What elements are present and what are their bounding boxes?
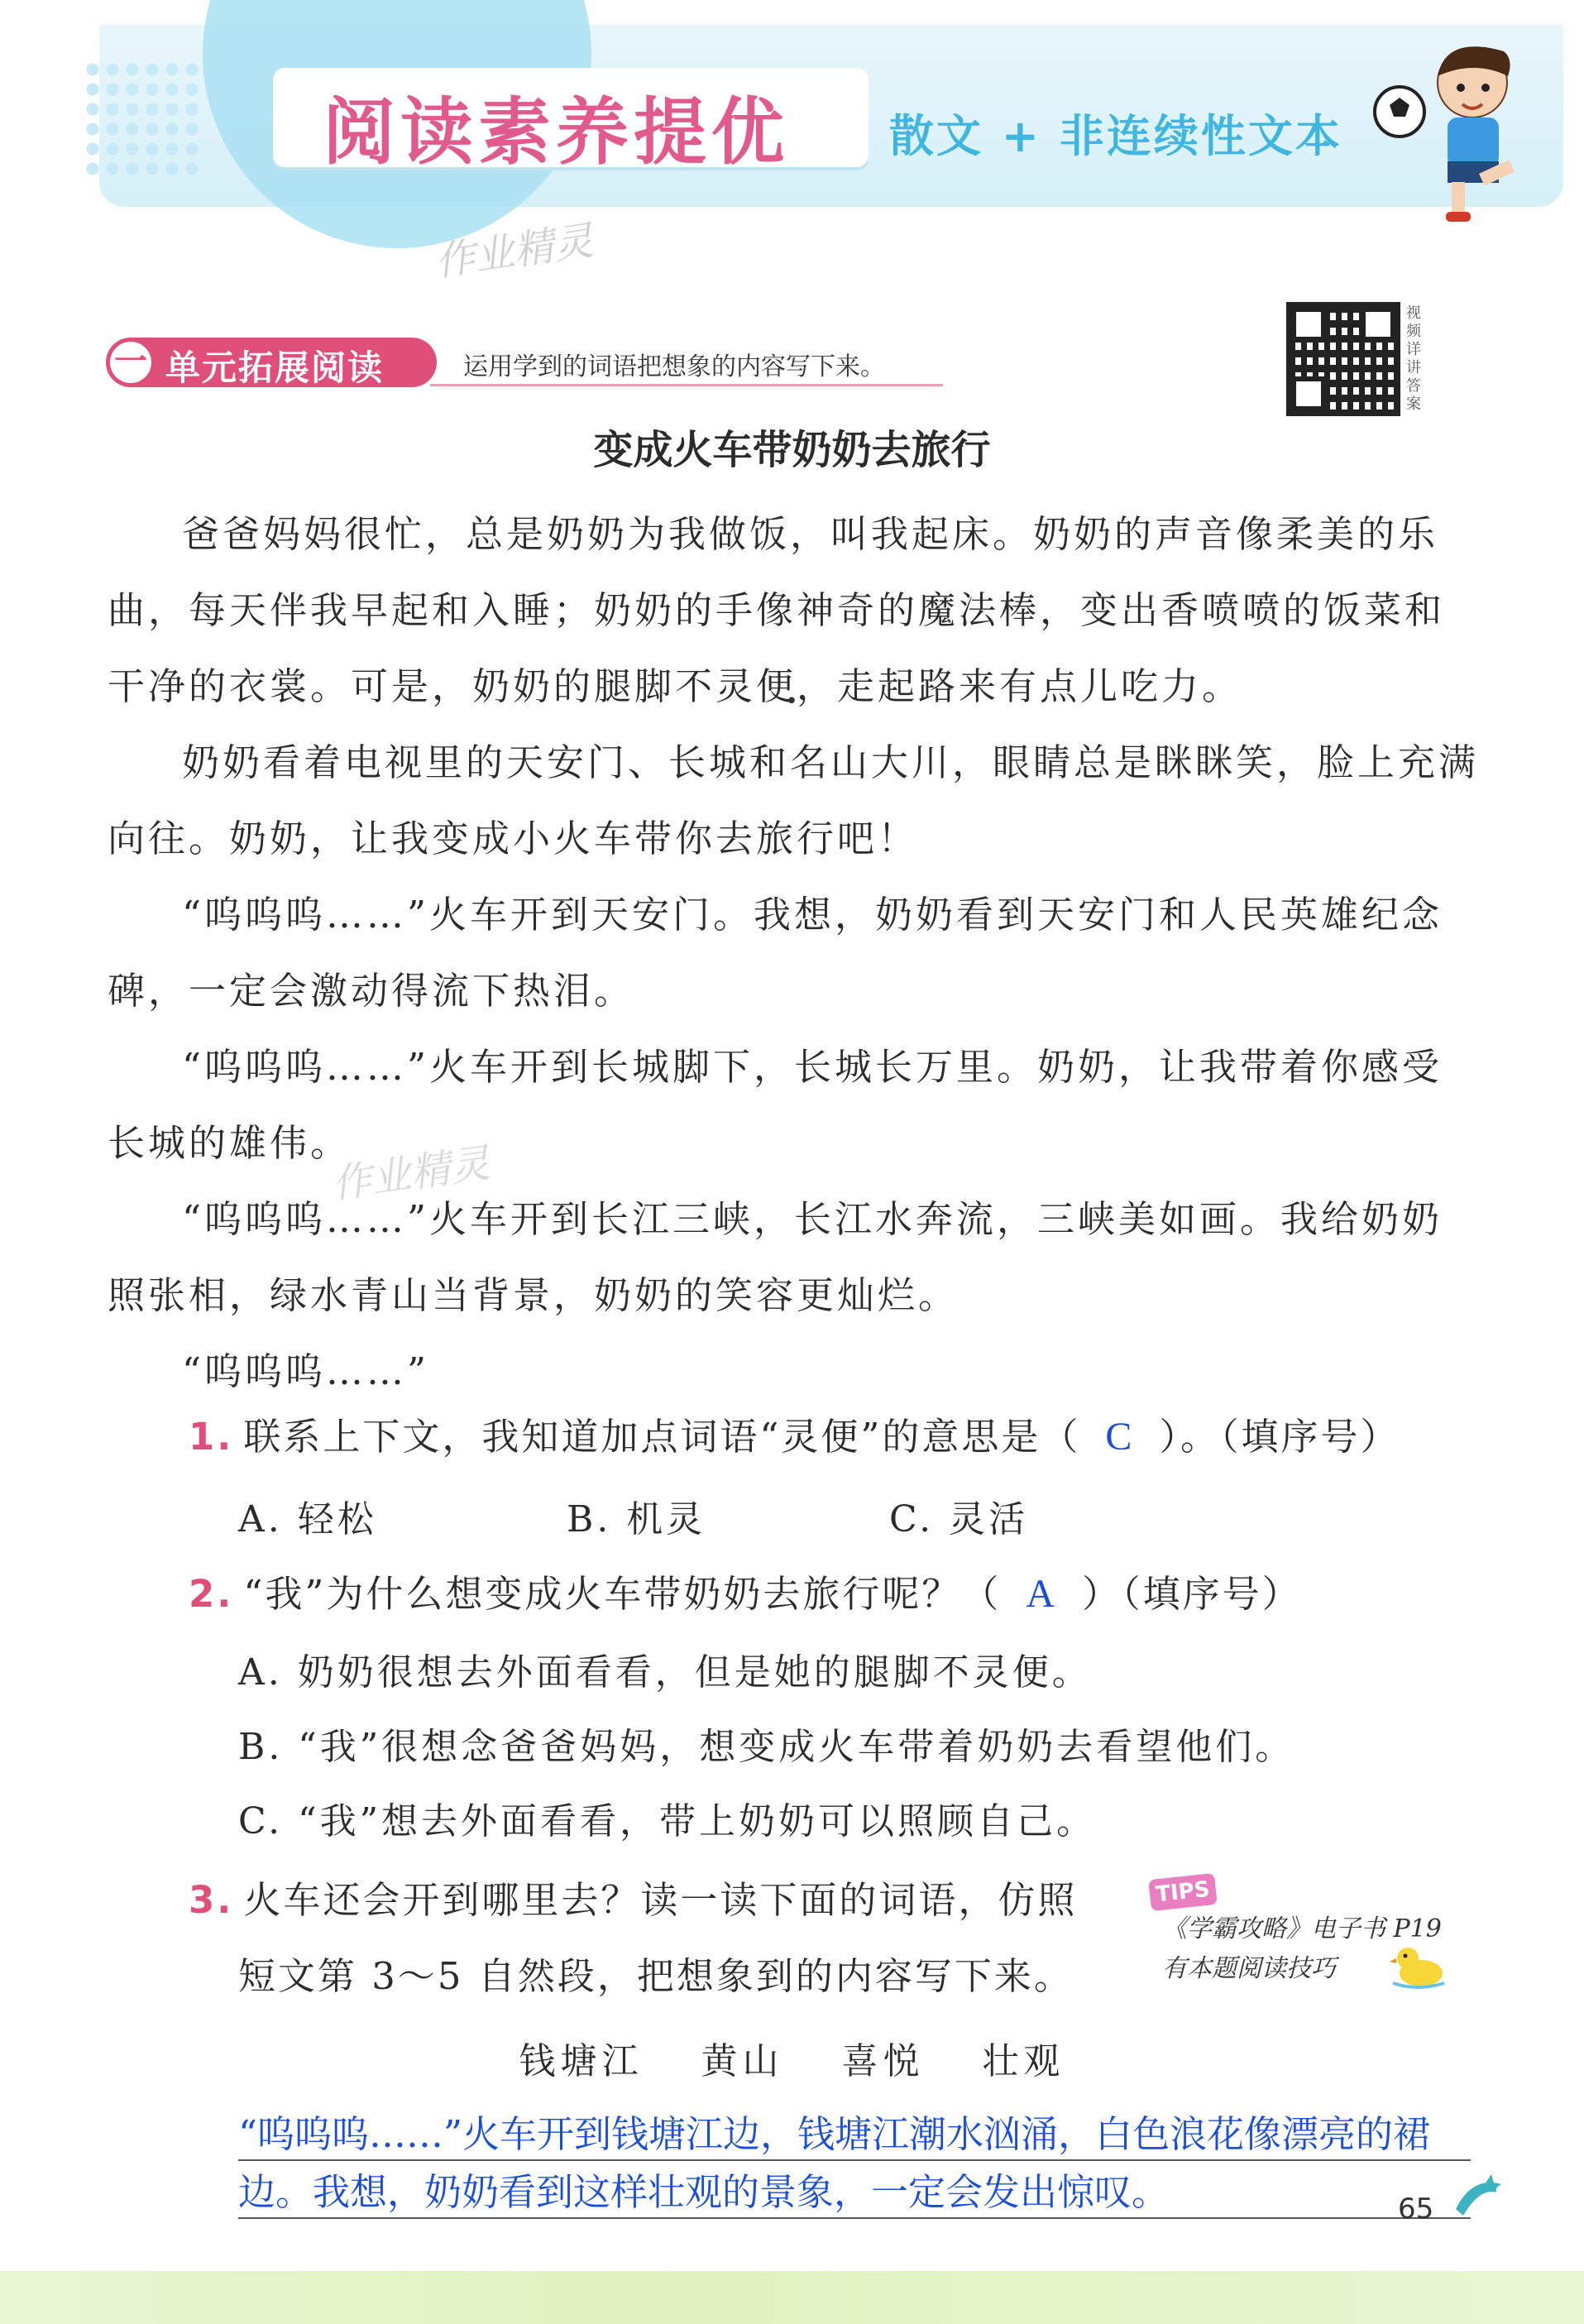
question-text-end: ）。（填序号） <box>1159 1415 1400 1459</box>
dotted-word: 灵便 <box>715 664 797 708</box>
article-paragraph-1 <box>108 496 1481 725</box>
article-body <box>108 496 1481 1410</box>
watermark: 作业精灵 <box>328 1139 493 1209</box>
option-a: A. 轻松 <box>238 1498 377 1541</box>
option-a: A. 奶奶很想去外面看看，但是她的腿脚不灵便。 <box>238 1651 1092 1694</box>
word-item: 钱塘江 <box>519 2040 644 2082</box>
section-underline <box>430 384 943 386</box>
option-c: C. “我”想去外面看看，带上奶奶可以照顾自己。 <box>238 1800 1097 1842</box>
writing-line <box>238 2159 1471 2161</box>
option-b: B. “我”很想念爸爸妈妈，想变成火车带着奶奶去看望他们。 <box>238 1726 1295 1768</box>
section-hint: 运用学到的词语把想象的内容写下来。 <box>463 352 885 381</box>
qr-code[interactable] <box>1286 302 1400 416</box>
paragraph-text: 爸爸妈妈很忙，总是奶奶为我做饭，叫我起床。奶奶的声音像柔美的乐曲，每天伴我早起和入睡；奶奶的手像神奇的魔法棒，变出香喷喷的饭菜和干净的衣裳。可是，奶奶的腿脚不 <box>108 512 1446 708</box>
paragraph-tail: ，走起路来有点儿吃力。 <box>797 664 1243 708</box>
article-paragraph-4: “呜呜呜……”火车开到长城脚下，长城长万里。奶奶，让我带着你感受长城的雄伟。 <box>108 1045 1443 1165</box>
question-text: 火车还会开到哪里去？读一读下面的词语，仿照 <box>243 1878 1078 1922</box>
question-1 <box>189 1406 1400 1460</box>
question-text-end: ）（填序号） <box>1082 1572 1302 1616</box>
page-subtitle: 散文 + 非连续性文本 <box>889 110 1342 162</box>
tips-line: 《学霸攻略》电子书 P19 <box>1162 1914 1442 1943</box>
question-number: 3. <box>189 1878 234 1922</box>
word-list <box>0 2031 1584 2084</box>
page-number: 65 <box>1398 2192 1434 2226</box>
question-number: 1. <box>189 1415 234 1459</box>
page-title: 阅读素养提优 <box>323 89 790 175</box>
qr-label: 视频详讲答案 <box>1406 304 1421 413</box>
answer-field[interactable]: A <box>1026 1572 1058 1616</box>
option-c: C. 灵活 <box>889 1498 1029 1541</box>
written-answer[interactable]: “呜呜呜……”火车开到钱塘江边，钱塘江潮水汹涌，白色浪花像漂亮的裙边。我想，奶奶看到这样壮观的景象，一定会发出惊叹。 <box>238 2112 1431 2214</box>
answer-field[interactable]: C <box>1105 1415 1135 1459</box>
boy-soccer-illustration <box>1365 33 1547 223</box>
article-paragraph-5: “呜呜呜……”火车开到长江三峡，长江水奔流，三峡美如画。我给奶奶照张相，绿水青山当背景，奶奶的笑容更灿烂。 <box>108 1197 1443 1317</box>
option-b: B. 机灵 <box>567 1498 706 1541</box>
article-paragraph-6: “呜呜呜……” <box>182 1349 430 1393</box>
writing-line <box>238 2217 1471 2219</box>
section-number: 一 <box>110 342 151 383</box>
word-item: 壮观 <box>982 2040 1065 2082</box>
watermark: 作业精灵 <box>432 217 596 286</box>
qr-corner <box>1361 307 1395 342</box>
question-2 <box>189 1564 1302 1617</box>
article-title: 变成火车带奶奶去旅行 <box>593 427 991 473</box>
duck-icon <box>1390 1940 1448 1990</box>
question-3-line-2: 短文第 3～5 自然段，把想象到的内容写下来。 <box>238 1954 1074 1998</box>
section-label: 单元拓展阅读 <box>165 347 385 388</box>
footer-band <box>0 2271 1584 2324</box>
tips-line: 有本题阅读技巧 <box>1162 1954 1336 1983</box>
dot-pattern <box>83 60 199 175</box>
word-item: 喜悦 <box>841 2040 925 2082</box>
qr-corner <box>1291 376 1326 411</box>
article-paragraph-3: “呜呜呜……”火车开到天安门。我想，奶奶看到天安门和人民英雄纪念碑，一定会激动得流下热泪。 <box>108 893 1443 1013</box>
question-number: 2. <box>189 1572 234 1616</box>
word-item: 黄山 <box>701 2040 784 2082</box>
tips-badge: TIPS <box>1148 1873 1218 1911</box>
dolphin-icon <box>1452 2172 1510 2221</box>
qr-corner <box>1291 307 1326 342</box>
question-text: 联系上下文，我知道加点词语“灵便”的意思是（ <box>243 1415 1081 1459</box>
question-text: “我”为什么想变成火车带奶奶去旅行呢？（ <box>243 1572 1002 1616</box>
question-3 <box>189 1870 1077 1924</box>
article-paragraph-2: 奶奶看着电视里的天安门、长城和名山大川，眼睛总是眯眯笑，脸上充满向往。奶奶，让我变成小火车带你去旅行吧！ <box>108 740 1480 860</box>
